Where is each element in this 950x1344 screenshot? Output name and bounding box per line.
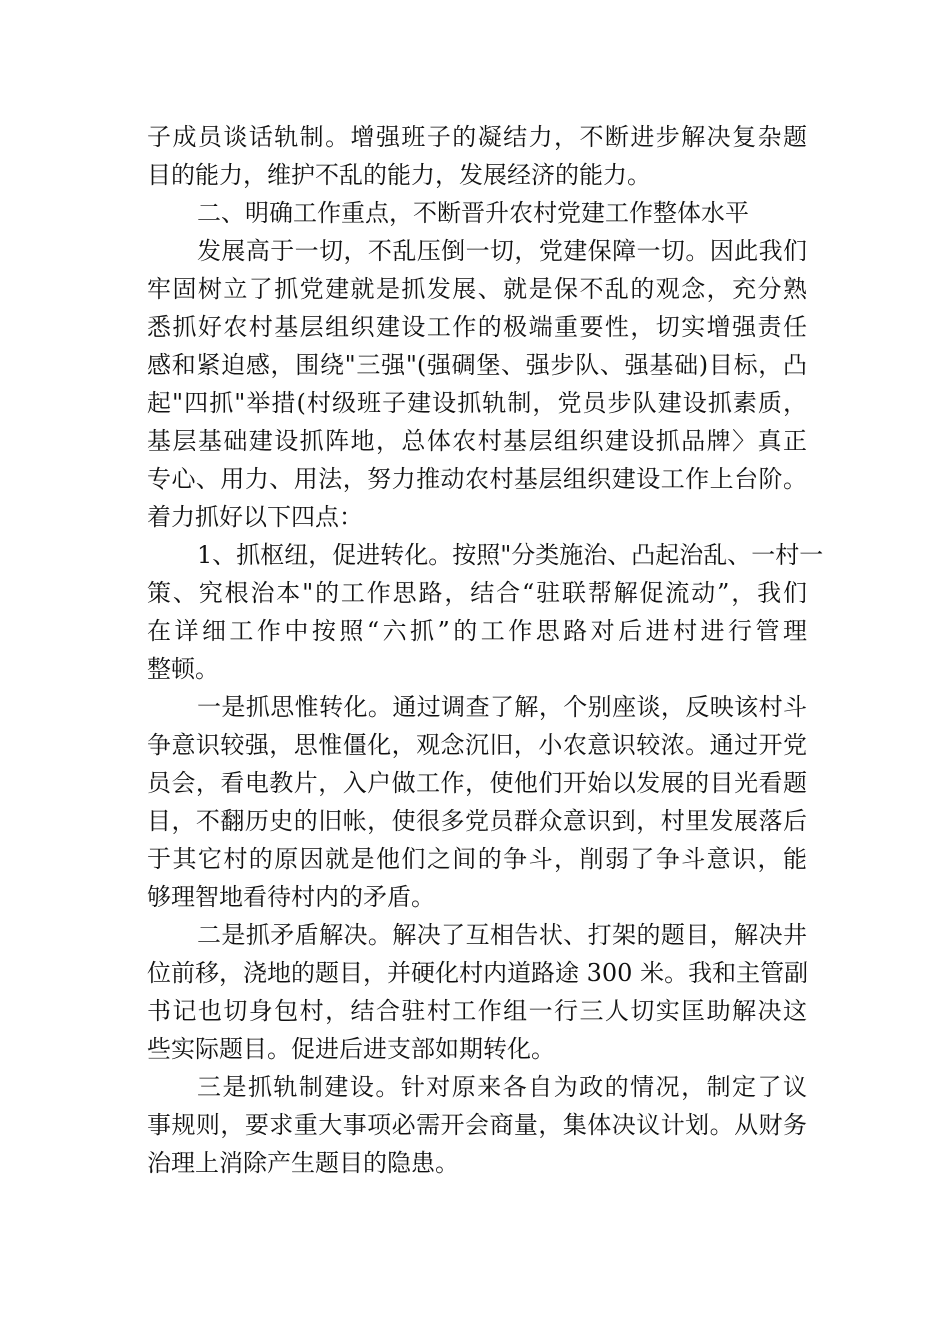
text-line: 牢固树立了抓党建就是抓发展、就是保不乱的观念，充分熟	[147, 275, 807, 303]
text-line: 员会，看电教片，入户做工作，使他们开始以发展的目光看题	[147, 769, 807, 797]
text-line: 策、究根治本"的工作思路，结合“驻联帮解促流动”，我们	[147, 579, 807, 607]
text-line: 悉抓好农村基层组织建设工作的极端重要性，切实增强责任	[147, 313, 807, 341]
text-line: 1、抓枢纽，促进转化。按照"分类施治、凸起治乱、一村一	[197, 541, 824, 569]
text-lines	[147, 118, 824, 1182]
text-line: 二是抓矛盾解决。解决了互相告状、打架的题目，解决井	[197, 921, 807, 949]
text-line: 在详细工作中按照“六抓”的工作思路对后进村进行管理	[147, 617, 807, 645]
text-line: 基层基础建设抓阵地，总体农村基层组织建设抓品牌〉真正	[147, 427, 807, 455]
text-line: 目的能力，维护不乱的能力，发展经济的能力。	[147, 161, 651, 189]
text-line: 整顿。	[147, 655, 219, 683]
text-line: 够理智地看待村内的矛盾。	[147, 883, 435, 911]
text-line: 着力抓好以下四点：	[147, 503, 363, 531]
text-line: 争意识较强，思惟僵化，观念沉旧，小农意识较浓。通过开党	[147, 731, 807, 759]
text-line: 二、明确工作重点，不断晋升农村党建工作整体水平	[197, 199, 749, 227]
text-line: 位前移，浇地的题目，并硬化村内道路途 300 米。我和主管副	[147, 959, 809, 987]
text-line: 专心、用力、用法，努力推动农村基层组织建设工作上台阶。	[147, 465, 807, 493]
text-line: 目，不翻历史的旧帐，使很多党员群众意识到，村里发展落后	[147, 807, 807, 835]
text-line: 一是抓思惟转化。通过调查了解，个别座谈，反映该村斗	[197, 693, 807, 721]
text-line: 些实际题目。促进后进支部如期转化。	[147, 1035, 555, 1063]
text-line: 事规则，要求重大事项必需开会商量，集体决议计划。从财务	[147, 1111, 807, 1139]
text-line: 感和紧迫感，围绕"三强"(强碉堡、强步队、强基础)目标，凸	[147, 351, 807, 379]
text-line: 起"四抓"举措(村级班子建设抓轨制，党员步队建设抓素质，	[147, 389, 807, 417]
text-line: 三是抓轨制建设。针对原来各自为政的情况，制定了议	[197, 1073, 807, 1101]
text-line: 发展高于一切，不乱压倒一切，党建保障一切。因此我们	[197, 237, 807, 265]
text-line: 于其它村的原因就是他们之间的争斗，削弱了争斗意识，能	[147, 845, 807, 873]
text-line: 子成员谈话轨制。增强班子的凝结力，不断进步解决复杂题	[147, 123, 807, 151]
document-body	[147, 118, 824, 1182]
text-line: 书记也切身包村，结合驻村工作组一行三人切实匡助解决这	[147, 997, 807, 1025]
text-line: 治理上消除产生题目的隐患。	[147, 1149, 459, 1177]
